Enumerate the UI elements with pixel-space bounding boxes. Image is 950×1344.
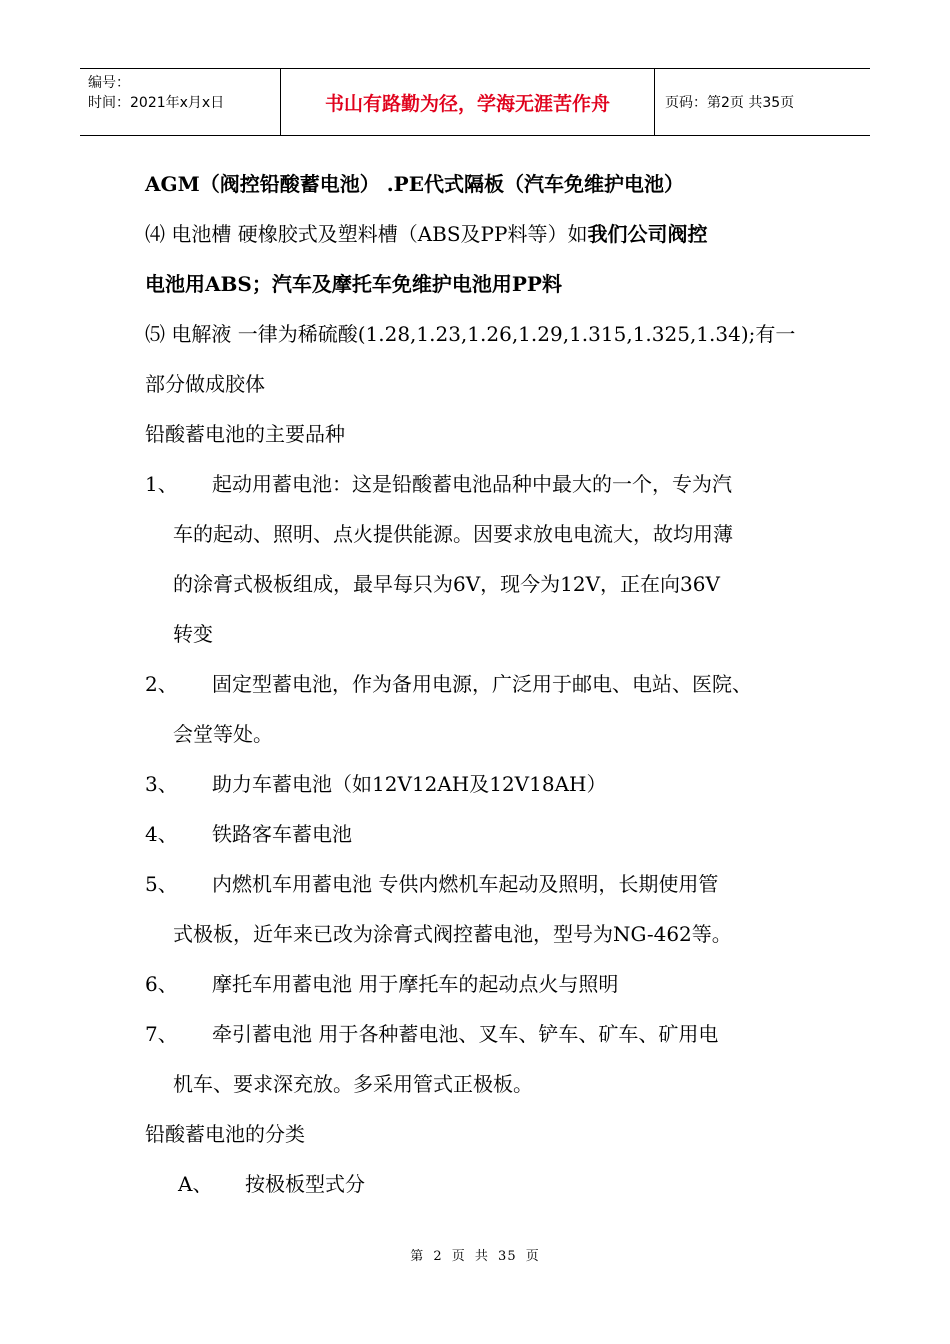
sub-item-text: 按极板型式分 [245, 1172, 365, 1196]
page-header [80, 68, 870, 136]
list-item-text: 车的起动、照明、点火提供能源。因要求放电电流大，故均用薄 [173, 522, 733, 546]
sub-item-letter: A、 [178, 1172, 213, 1196]
document-number: 编号： [88, 75, 130, 91]
paragraph-battery-case [145, 221, 707, 247]
section-heading-classification: 铅酸蓄电池的分类 [145, 1122, 305, 1146]
paragraph-electrolyte-cont: 部分做成胶体 [145, 372, 265, 396]
list-item-number: 6、 [145, 972, 178, 996]
list-item-text: 固定型蓄电池，作为备用电源，广泛用于邮电、电站、医院、 [212, 672, 752, 696]
list-item-text: 式极板，近年来已改为涂膏式阀控蓄电池，型号为NG-462等。 [173, 922, 732, 946]
list-item-number: 4、 [145, 822, 178, 846]
list-item-text: 助力车蓄电池（如12V12AH及12V18AH） [212, 772, 607, 796]
battery-case-emphasis: 我们公司阀控 [587, 222, 708, 246]
list-item-number: 5、 [145, 872, 178, 896]
list-item-text: 起动用蓄电池：这是铅酸蓄电池品种中最大的一个，专为汽 [212, 472, 732, 496]
list-item-text: 摩托车用蓄电池 用于摩托车的起动点火与照明 [212, 972, 619, 996]
list-item-number: 7、 [145, 1022, 178, 1046]
paragraph-battery-case-cont: 电池用ABS；汽车及摩托车免维护电池用PP料 [145, 272, 562, 296]
list-item-text: 的涂膏式极板组成，最早每只为6V，现今为12V，正在向36V [173, 572, 720, 596]
section-heading-main-types: 铅酸蓄电池的主要品种 [145, 422, 345, 446]
list-item-text: 转变 [173, 622, 213, 646]
paragraph-electrolyte: ⑸ 电解液 一律为稀硫酸(1.28,1.23,1.26,1.29,1.315,1.325,1.34);有一 [145, 322, 796, 346]
header-meta [80, 69, 281, 135]
list-item-number: 2、 [145, 672, 178, 696]
document-date: 时间：2021年x月x日 [88, 95, 225, 111]
list-item-number: 3、 [145, 772, 178, 796]
list-item-text: 会堂等处。 [173, 722, 273, 746]
header-page-info: 页码：第2页 共35页 [665, 95, 795, 111]
battery-case-text: ⑷ 电池槽 硬橡胶式及塑料槽（ABS及PP料等）如 [145, 222, 588, 246]
paragraph-agm: AGM（阀控铅酸蓄电池） .PE代式隔板（汽车免维护电池） [145, 172, 684, 196]
list-item-text: 牵引蓄电池 用于各种蓄电池、叉车、铲车、矿车、矿用电 [212, 1022, 719, 1046]
list-item-text: 机车、要求深充放。多采用管式正极板。 [173, 1072, 533, 1096]
header-motto: 书山有路勤为径，学海无涯苦作舟 [281, 69, 655, 135]
page-footer: 第 2 页 共 35 页 [410, 1249, 540, 1264]
list-item-text: 铁路客车蓄电池 [212, 822, 352, 846]
list-item-text: 内燃机车用蓄电池 专供内燃机车起动及照明，长期使用管 [212, 872, 719, 896]
list-item-number: 1、 [145, 472, 178, 496]
